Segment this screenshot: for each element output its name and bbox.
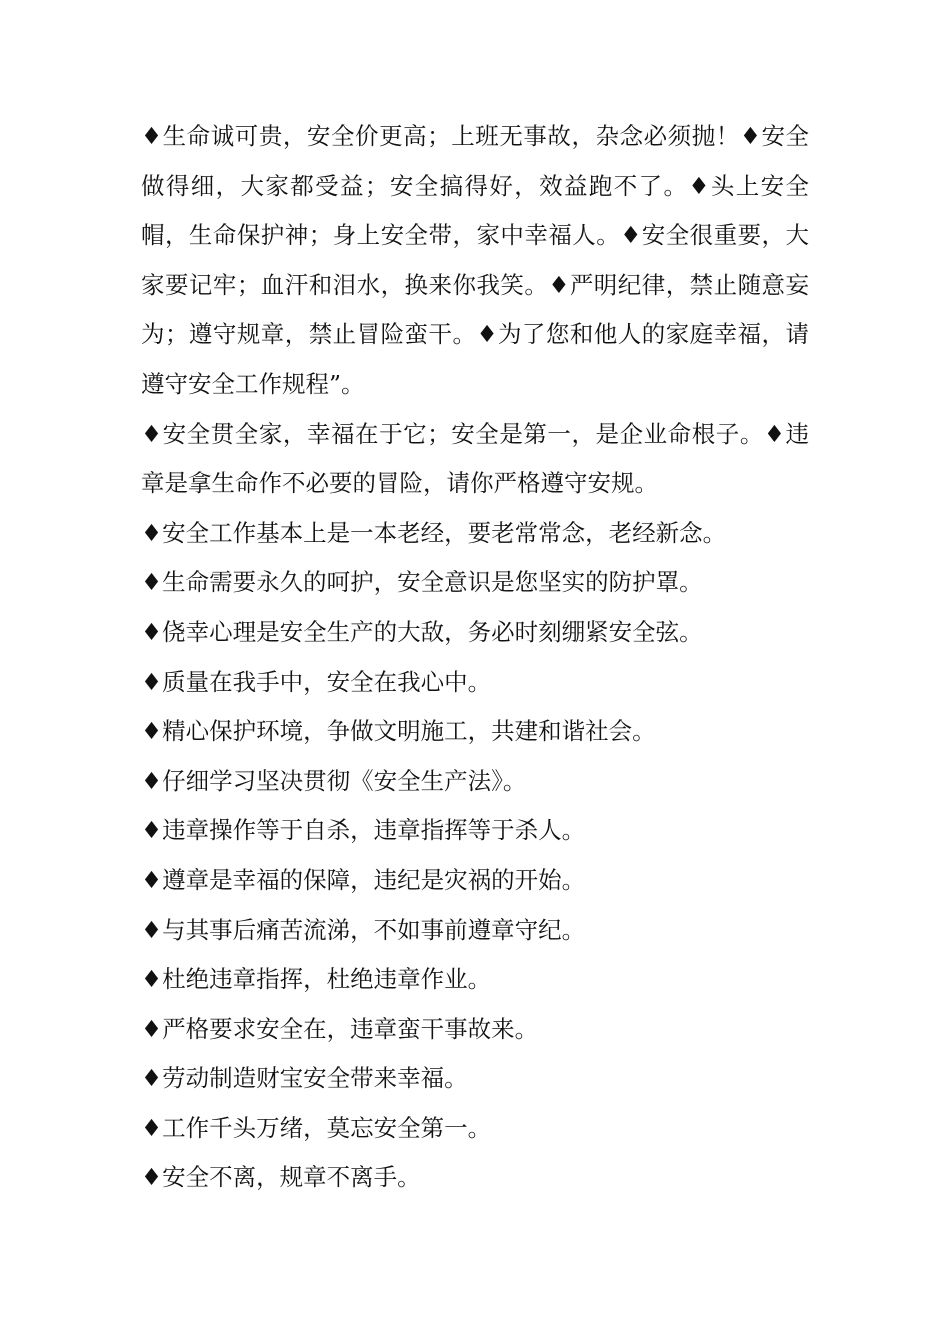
paragraph-slogan-7: ♦精心保护环境，争做文明施工，共建和谐社会。 (141, 717, 656, 746)
paragraph-slogan-9: ♦违章操作等于自杀，违章指挥等于杀人。 (141, 816, 586, 845)
paragraph-slogan-13: ♦严格要求安全在，违章蛮干事故来。 (141, 1014, 539, 1043)
paragraph-slogan-15: ♦工作千头万绪，莫忘安全第一。 (141, 1113, 492, 1142)
paragraph-slogan-5: ♦侥幸心理是安全生产的大敌，务必时刻绷紧安全弦。 (141, 617, 703, 646)
paragraph-slogan-11: ♦与其事后痛苦流涕，不如事前遵章守纪。 (141, 915, 586, 944)
paragraph-slogan-3: ♦安全工作基本上是一本老经，要老常常念，老经新念。 (141, 518, 727, 547)
paragraph-slogan-8: ♦仔细学习坚决贯彻《安全生产法》。 (141, 766, 527, 795)
paragraph-slogan-6: ♦质量在我手中，安全在我心中。 (141, 667, 492, 696)
paragraph-slogan-12: ♦杜绝违章指挥，杜绝违章作业。 (141, 965, 492, 994)
paragraph-slogan-10: ♦遵章是幸福的保障，违纪是灾祸的开始。 (141, 865, 586, 894)
paragraph-safety-slogans-2: ♦安全贯全家，幸福在于它；安全是第一，是企业命根子。♦违章是拿生命作不必要的冒险，请你严格遵守安规。 (141, 419, 809, 498)
paragraph-slogan-14: ♦劳动制造财宝安全带来幸福。 (141, 1064, 468, 1093)
document-body (141, 112, 809, 1203)
paragraph-slogan-4: ♦生命需要永久的呵护，安全意识是您坚实的防护罩。 (141, 568, 703, 597)
paragraph-slogan-16: ♦安全不离，规章不离手。 (141, 1163, 421, 1192)
paragraph-safety-slogans-1: ♦生命诚可贵，安全价更高；上班无事故，杂念必须抛！♦安全做得细，大家都受益；安全搞得好，效益跑不了。♦头上安全帽，生命保护神；身上安全带，家中幸福人。♦安全很重要，大家要记牢；血汗和泪水，换来你我笑。♦严明纪律，禁止随意妄为；遵守规章，禁止冒险蛮干。♦为了您和他人的家庭幸福，请遵守安全工作规程”。 (141, 122, 809, 398)
